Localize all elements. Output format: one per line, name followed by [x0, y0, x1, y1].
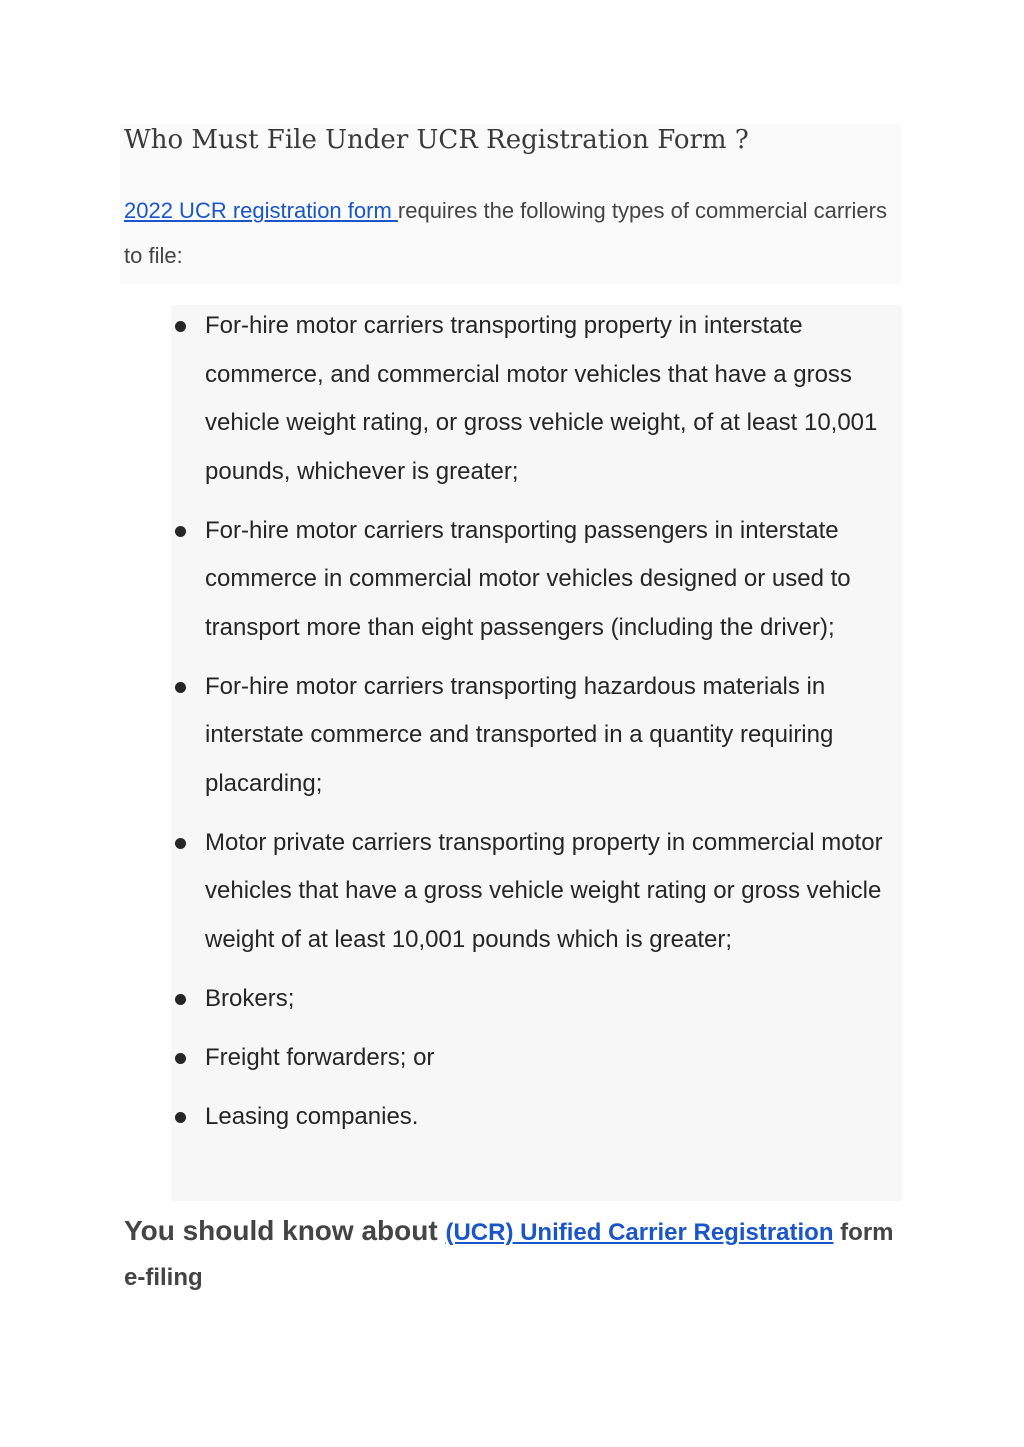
carrier-types-list	[205, 302, 905, 1152]
list-item-text: For-hire motor carriers transporting hazardous materials in interstate commerce and transported in a quantity requiring placarding;	[205, 672, 834, 797]
list-item-text: Brokers;	[205, 984, 295, 1012]
ucr-registration-form-link[interactable]: 2022 UCR registration form	[124, 198, 398, 223]
intro-paragraph	[124, 188, 894, 278]
footer-heading-suffix: form e-filing	[124, 1219, 894, 1291]
unified-carrier-registration-link[interactable]: (UCR) Unified Carrier Registration	[445, 1219, 834, 1246]
bullet-icon	[175, 838, 186, 849]
list-item-text: For-hire motor carriers transporting property in interstate commerce, and commercial motor vehicles that have a gross vehicle weight rating, or gross vehicle weight, of at least 10,001 pounds, whichever is greater;	[205, 312, 878, 485]
footer-heading-prefix: You should know about	[124, 1215, 446, 1246]
bullet-icon	[175, 321, 186, 332]
list-item	[205, 302, 905, 496]
list-item	[205, 1093, 905, 1142]
list-item	[205, 1034, 905, 1083]
list-item-text: For-hire motor carriers transporting passengers in interstate commerce in commercial motor vehicles designed or used to transport more than eight passengers (including the driver);	[205, 516, 851, 641]
list-item	[205, 975, 905, 1024]
page-title: Who Must File Under UCR Registration Form ?	[124, 125, 749, 155]
bullet-icon	[175, 1112, 186, 1123]
bullet-icon	[175, 1053, 186, 1064]
list-item	[205, 819, 905, 965]
bullet-icon	[175, 682, 186, 693]
list-item	[205, 663, 905, 809]
list-item	[205, 507, 905, 653]
intro-text: requires the following types of commercial carriers to file:	[124, 198, 887, 268]
list-item-text: Motor private carriers transporting property in commercial motor vehicles that have a gross vehicle weight rating or gross vehicle weight of at least 10,001 pounds which is greater;	[205, 828, 883, 953]
list-item-text: Freight forwarders; or	[205, 1043, 435, 1071]
ucr-efiling-heading	[124, 1208, 914, 1300]
bullet-icon	[175, 994, 186, 1005]
list-item-text: Leasing companies.	[205, 1102, 419, 1130]
bullet-icon	[175, 526, 186, 537]
